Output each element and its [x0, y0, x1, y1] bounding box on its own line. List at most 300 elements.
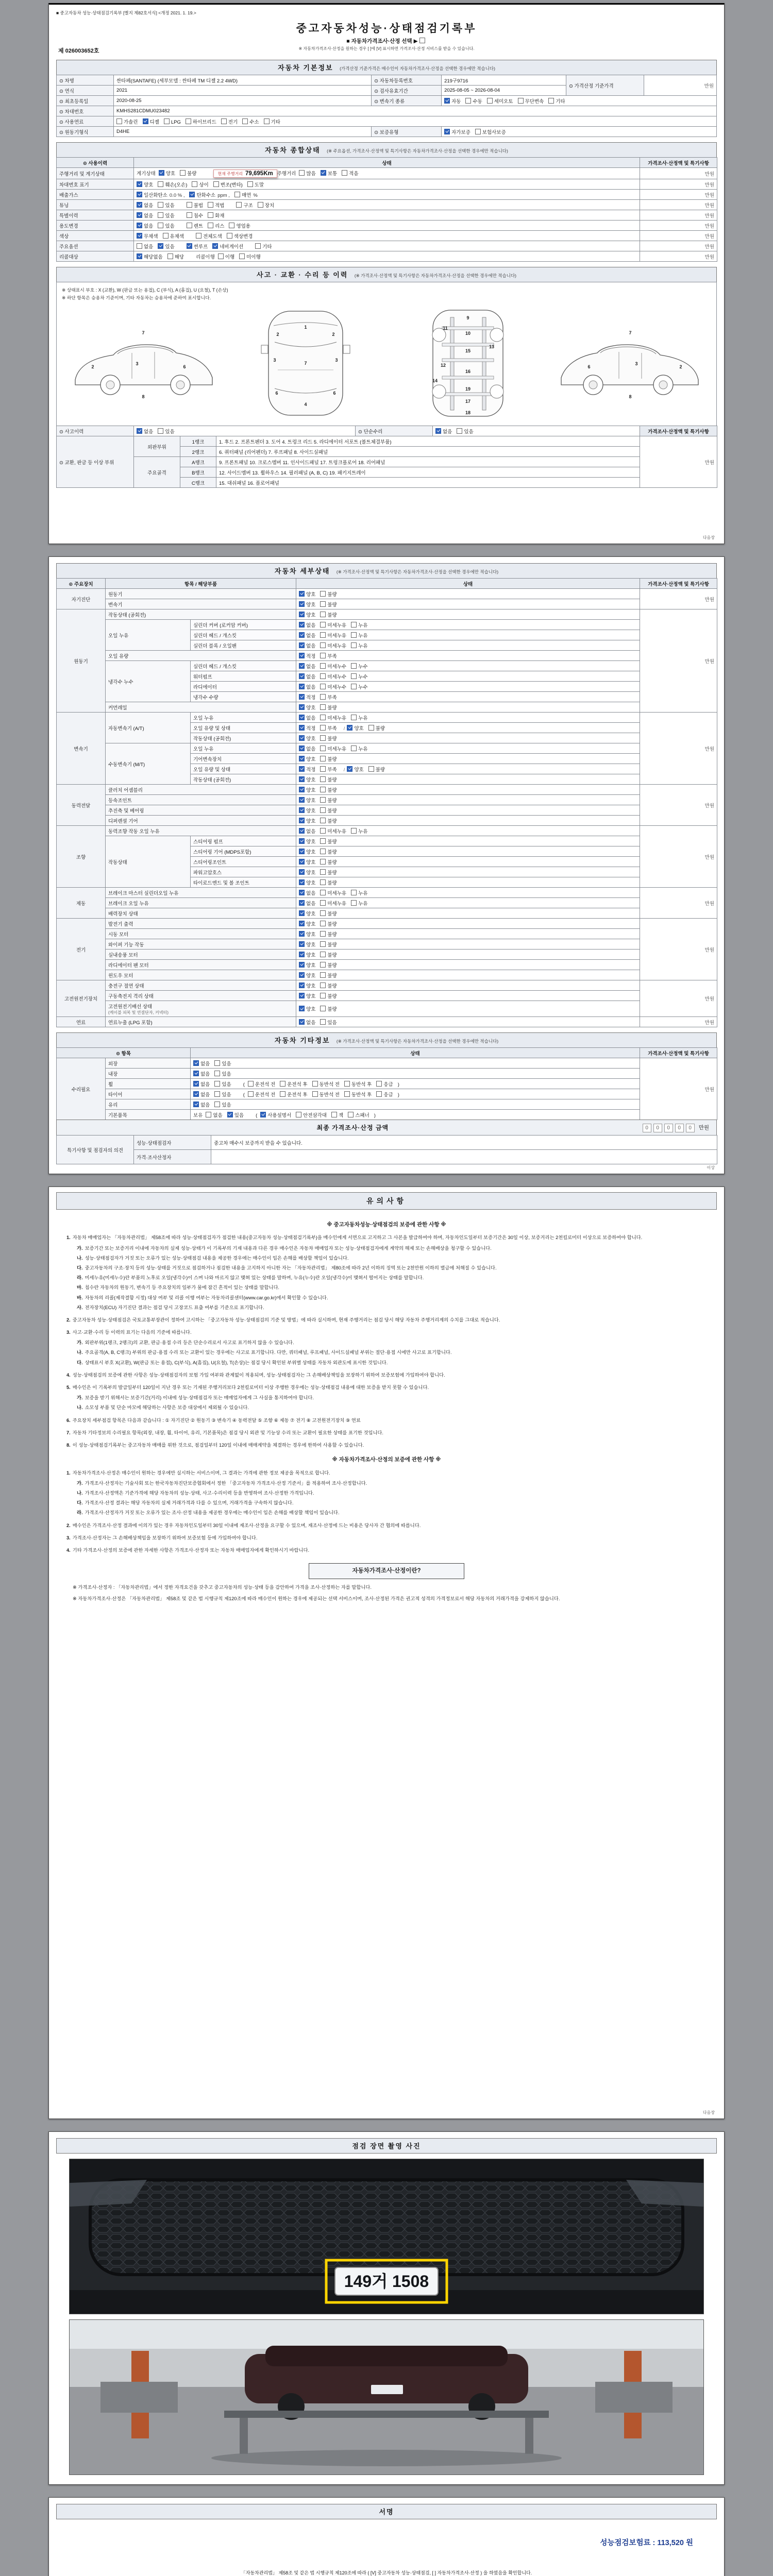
checkbox-checked [299, 725, 305, 731]
price-cell: 만원 [640, 190, 717, 200]
subitem-label: 작동상태 (공회전) [191, 733, 296, 743]
option-group [137, 255, 189, 260]
option-group [196, 234, 257, 240]
page-2 [48, 556, 725, 1174]
detail-row [57, 929, 717, 939]
checkbox-label: 없음 [144, 429, 154, 435]
checkbox-option [299, 860, 315, 866]
field-label: ⊙ 사용연료 [57, 116, 114, 127]
state-cell [134, 221, 640, 231]
checkbox-unchecked [320, 828, 326, 834]
subitem-label: 스티어링조인트 [191, 857, 296, 867]
checkbox-option [299, 613, 315, 618]
option-group [299, 922, 342, 927]
mileage-callout-label: 현재 주행거리 [217, 171, 243, 176]
checkbox-option [320, 623, 346, 629]
mileage-callout [213, 170, 277, 178]
column-header: 상태 [296, 579, 640, 589]
checkbox-checked [193, 1101, 199, 1107]
checkbox-option [137, 193, 184, 198]
notice-item-number: 1. [66, 1235, 71, 1241]
final-price-unit: 만원 [698, 1125, 709, 1131]
checkbox-label: 응급 [383, 1092, 393, 1098]
etc-info-table [56, 1047, 717, 1120]
item-label: 배력장치 상태 [106, 908, 296, 919]
checkbox-label: 불량 [375, 725, 385, 732]
checkbox-unchecked [351, 715, 357, 720]
price-cell: 만원 [640, 609, 717, 713]
checkbox-unchecked [234, 192, 240, 197]
checkbox-label: 양호 [306, 880, 316, 886]
checkbox-option [457, 429, 473, 435]
subitem-label: 실린더 헤드 / 개스킷 [191, 661, 296, 671]
checkbox-unchecked [376, 1081, 382, 1087]
option-group [137, 193, 262, 198]
checkbox-label: 없음 [144, 213, 154, 219]
checkbox-option [192, 182, 208, 188]
checkbox-unchecked [239, 253, 245, 259]
notice-subitem-number: 다. [77, 1500, 83, 1506]
checkbox-label: 운전석 전 [255, 1092, 276, 1098]
option-group [116, 120, 285, 125]
checkbox-option [320, 777, 337, 783]
checkbox-checked [347, 725, 352, 731]
checkbox-unchecked [348, 1112, 354, 1117]
checkbox-option [320, 850, 337, 855]
notice-item-text: 사고·교환·수리 등 이력의 표기는 다음의 기준에 따릅니다. [72, 1330, 192, 1335]
inspection-photo-front-grille [69, 2159, 704, 2314]
checkbox-option [159, 171, 175, 177]
checkbox-option [236, 203, 253, 209]
checkbox-unchecked [548, 98, 554, 104]
field-label: ⊙ 연식 [57, 86, 114, 96]
rank-items: 12. 사이드멤버 13. 휠하우스 14. 필러패널 (A, B, C) 19. 패키지트레이 [216, 467, 640, 478]
notice-title: 유의사항 [56, 1192, 717, 1210]
checkbox-checked [299, 900, 305, 906]
checkbox-checked [260, 1112, 266, 1117]
checkbox-label: 불량 [327, 973, 337, 979]
checkbox-option [229, 224, 250, 229]
checkbox-unchecked [320, 1006, 326, 1011]
checkbox-label: 불량 [327, 818, 337, 824]
price-cell: 만원 [640, 210, 717, 221]
simple-repair-label: ⊙ 단순수리 [356, 426, 433, 436]
checkbox-checked [212, 243, 218, 249]
price-cell: 만원 [640, 589, 717, 609]
checkbox-label: 없음 [306, 684, 316, 690]
checkbox-unchecked [196, 233, 201, 239]
checkbox-checked [299, 601, 305, 607]
option-group [137, 213, 179, 219]
state-cell [296, 589, 640, 599]
subitem-label: 작동상태 (공회전) [191, 774, 296, 785]
checkbox-option [320, 829, 346, 835]
checkbox-option [320, 788, 337, 793]
checkbox-label: 미세누유 [327, 633, 347, 639]
checkbox-label: 보통 [327, 171, 338, 177]
checkbox-label: 훼손(오손) [165, 182, 188, 188]
title-block [56, 18, 717, 55]
device-group-label: 전기 [57, 919, 106, 980]
opinion-text: 중고차 매수시 보증까지 받을 수 있습니다. [211, 1136, 717, 1150]
checkbox-checked [299, 694, 305, 700]
checkbox-checked [299, 972, 305, 978]
state-cell [296, 960, 640, 970]
notice-subitem-number: 라. [77, 1510, 83, 1516]
option-group [193, 1082, 236, 1088]
option-group [137, 171, 201, 177]
checkbox-option [299, 685, 315, 690]
section-note: (※ 가격조사·산정액 및 특기사항은 자동차가격조사·산정을 선택한 경우에만 적습니다) [354, 273, 516, 278]
device-group-label: 조향 [57, 826, 106, 888]
checkbox-label: 없음 [144, 202, 154, 209]
price-digit-box: 0 [675, 1124, 684, 1132]
damage-note-legend: ※ 하단 항목은 승용차 기준이며, 기타 자동차는 승용차에 준하여 표시합니다. [62, 295, 211, 300]
checkbox-option [299, 922, 315, 927]
checkbox-unchecked [255, 243, 261, 249]
checkbox-label: 무채색 [144, 233, 158, 240]
checkbox-checked [299, 745, 305, 751]
notice-item-number: 4. [66, 1372, 71, 1378]
checkbox-option [320, 901, 346, 907]
checkbox-label: 적음 [349, 171, 359, 177]
checkbox-option [320, 613, 337, 618]
checkbox-unchecked [320, 766, 326, 772]
insurance-fee-label: 성능점검보험료 : [600, 2539, 656, 2547]
checkbox-unchecked [320, 653, 326, 658]
checkbox-checked [321, 170, 326, 176]
checkbox-unchecked [320, 797, 326, 803]
field-label: ⊙ 차명 [57, 75, 114, 86]
item-label: 구동축전지 격리 상태 [106, 991, 296, 1001]
checkbox-option [320, 942, 337, 948]
checkbox-unchecked [351, 663, 357, 669]
checkbox-label: 양호 [306, 849, 316, 855]
checkbox-label: 양호 [306, 777, 316, 783]
notice-subitem [77, 1264, 707, 1273]
checkbox-checked [193, 1091, 199, 1097]
checkbox-option [247, 182, 264, 188]
checkbox-checked [347, 766, 352, 772]
car-diagram-view-1 [66, 317, 221, 410]
checkbox-option [137, 244, 153, 250]
checkbox-label: 불량 [327, 849, 337, 855]
checkbox-option [299, 901, 315, 907]
checkbox-label: 적법 [215, 202, 225, 209]
item-label: 클러치 어셈블리 [106, 785, 296, 795]
subitem-label: 스티어링 기어 (MDPS포함) [191, 846, 296, 857]
notice-item-text: 가격조사·산정자는 그 손해배상책임을 보장하기 위하여 보증보험 등에 가입하여야 합니다. [72, 1535, 258, 1540]
notice-subitem-text: 중고자동차의 구조·장치 등의 성능·상태를 거짓으로 점검하거나 점검한 내용을 고지하지 아니한 자는 「자동차관리법」 제80조에 따라 2년 이하의 징역 또는 2천만원 이하의 벌금에 처해질 수 있습니다. [85, 1265, 497, 1270]
table-row [57, 190, 717, 200]
measure-value: % [253, 192, 258, 198]
checkbox-option [320, 839, 337, 845]
state-cell [134, 179, 640, 190]
checkbox-label: 미세누유 [327, 715, 347, 721]
state-cell [296, 795, 640, 805]
detail-row [57, 589, 717, 599]
checkbox-option [242, 120, 259, 125]
panel-number-label: 3 [634, 361, 638, 366]
checkbox-option [158, 429, 174, 435]
etc-row [57, 1089, 717, 1099]
item-label: 휠 [106, 1079, 191, 1089]
item-label: 실내송풍 모터 [106, 950, 296, 960]
checkbox-label: 적정 [306, 653, 316, 659]
checkbox-unchecked [206, 1112, 211, 1117]
checkbox-label: 불량 [327, 591, 337, 598]
checkbox-option [164, 120, 181, 125]
option-group [299, 747, 372, 752]
checkbox-option [187, 244, 208, 250]
notice-subitem-text: 보증을 받기 위해서는 보증기간(거리) 이내에 성능·상태점검자 또는 매매업자에게 그 사실을 통지하여야 합니다. [85, 1395, 314, 1401]
checkbox-option [487, 99, 513, 105]
detail-row [57, 795, 717, 805]
checkbox-unchecked [344, 1081, 350, 1087]
checkbox-label: 불량 [327, 931, 337, 938]
checkbox-checked [137, 202, 142, 208]
item-label: 브레이크 오일 누유 [106, 898, 296, 908]
state-cell [296, 929, 640, 939]
checkbox-option [344, 1092, 372, 1098]
checkbox-unchecked [221, 118, 227, 124]
checkbox-option [348, 1113, 369, 1118]
notice-item [66, 1441, 707, 1450]
checkbox-option [299, 984, 315, 989]
checkbox-label: 없음 [200, 1092, 210, 1098]
notice-subitem-text: 외판부위(1랭크, 2랭크)의 교환, 판금·용접 수리 등은 단순수리로서 사고로 표기하지 않을 수 있습니다. [85, 1340, 294, 1346]
option-group [299, 767, 390, 773]
item-label: 시동 모터 [106, 929, 296, 939]
checkbox-option [320, 798, 337, 804]
state-cell [296, 661, 640, 671]
option-group [299, 808, 342, 814]
checkbox-option [180, 171, 196, 177]
subitem-label: 실린더 커버 (로커암 커버) [191, 620, 296, 630]
notice-item-number: 4. [66, 1547, 71, 1553]
row-label: 특별이력 [57, 210, 134, 221]
panel-number-label: 6 [275, 391, 278, 396]
section-accident-header [56, 267, 717, 282]
checkbox-label: 미세누유 [327, 643, 347, 649]
option-group [299, 870, 342, 876]
checkbox-option [444, 99, 461, 105]
checkbox-label: 양호 [306, 921, 316, 927]
notice-item [66, 1534, 707, 1543]
page-1 [48, 3, 725, 544]
state-cell [296, 805, 640, 816]
state-cell [296, 970, 640, 980]
subitem-label: 오일 누유 [191, 743, 296, 754]
checkbox-label: 많음 [306, 171, 316, 177]
checkbox-option [208, 224, 224, 229]
checkbox-option [320, 984, 337, 989]
checkbox-option [264, 120, 280, 125]
checkbox-option: / [343, 725, 345, 732]
checkbox-label: 누유 [358, 901, 368, 907]
option-group [299, 932, 342, 938]
checkbox-option [299, 643, 315, 649]
checkbox-label: 없음 [144, 223, 154, 229]
checkbox-label: 일산화탄소 [144, 192, 167, 198]
car-diagram-view-3 [391, 304, 545, 422]
checkbox-unchecked [180, 170, 186, 176]
checkbox-option [299, 674, 315, 680]
car-outline-svg [66, 317, 221, 410]
checkbox-checked [299, 1006, 305, 1011]
checkbox-option [320, 963, 337, 969]
row-label: 용도변경 [57, 221, 134, 231]
checkbox-unchecked [320, 921, 326, 926]
checkbox-option [299, 911, 315, 917]
section-note: (가격산정 기준가격은 매수인이 자동차가격조사·산정을 선택한 경우에만 적습니다) [340, 66, 495, 71]
rank-items: 1. 후드 2. 프론트펜더 3. 도어 4. 트렁크 리드 5. 라디에이터 서포트 (볼트체결부품) [216, 436, 640, 447]
item-label: 디퍼렌셜 기어 [106, 816, 296, 826]
checkbox-option [320, 932, 337, 938]
section-title: 자동차 종합상태 [265, 146, 321, 154]
checkbox-label: 없음 [306, 643, 316, 649]
item-label: 타이어 [106, 1089, 191, 1099]
checkbox-unchecked [280, 1081, 285, 1087]
checkbox-label: 불량 [187, 171, 197, 177]
panel-number-label: 2 [679, 364, 682, 369]
checkbox-label: 적정 [306, 767, 316, 773]
option-group [299, 643, 372, 649]
subitem-label: 실린더 헤드 / 개스킷 [191, 630, 296, 640]
detail-row [57, 702, 717, 713]
price-cell: 만원 [640, 200, 717, 210]
checkbox-option [320, 1007, 337, 1012]
price-digit-box: 0 [686, 1124, 695, 1132]
checkbox-label: 양호 [306, 859, 316, 866]
extra-option-group: ( 운전석 전 운전석 후 동반석 전 동반석 후 응급 ) [243, 1081, 399, 1088]
checkbox-option [193, 1072, 210, 1077]
checkbox-option [214, 1092, 231, 1098]
checkbox-option [299, 953, 315, 958]
checkbox-option [299, 716, 315, 721]
checkbox-label: 없음 [306, 890, 316, 896]
option-group [187, 224, 255, 229]
option-group [299, 705, 342, 711]
checkbox-checked [299, 879, 305, 885]
checkbox-unchecked [376, 1091, 382, 1097]
accident-history-label: ⊙ 사고이력 [57, 426, 134, 436]
checkbox-label: 없음 [443, 429, 452, 435]
column-header: ⊙ 주요장치 [57, 579, 106, 589]
price-cell: 만원 [640, 221, 717, 231]
option-group [193, 1072, 236, 1077]
checkbox-label: 양호 [354, 767, 364, 773]
page-footer: 이상 [707, 1165, 715, 1170]
subitem-label: 오일 유량 및 상태 [191, 723, 296, 733]
inspector-opinion-table [56, 1135, 717, 1164]
checkbox-unchecked [248, 1091, 254, 1097]
item-label: 외장 [106, 1058, 191, 1069]
checkbox-option [239, 255, 261, 260]
notice-subitem [77, 1283, 707, 1292]
checkbox-label: 있음 [234, 1112, 244, 1118]
checkbox-option [351, 891, 367, 896]
detail-row [57, 816, 717, 826]
field-value: KMHS281CDMU023482 [114, 106, 717, 116]
checkbox-option [137, 213, 153, 219]
checkbox-unchecked [192, 181, 197, 187]
checkbox-option [187, 203, 203, 209]
checkbox-checked [299, 622, 305, 628]
state-cell [296, 898, 640, 908]
checkbox-unchecked [158, 202, 163, 208]
checkbox-option [143, 120, 159, 125]
checkbox-option [299, 963, 315, 969]
price-digit-box: 0 [664, 1124, 673, 1132]
state-cell [296, 764, 640, 774]
state-cell [191, 1079, 640, 1089]
checkbox-option [158, 224, 174, 229]
option-group [236, 203, 279, 209]
option-group [299, 654, 342, 659]
price-cell: 만원 [640, 241, 717, 251]
notice-subitem-text: 성능·상태점검자가 거짓 또는 오류가 있는 성능·상태점검 내용을 제공한 경우에는 매수인이 입은 손해를 배상할 책임이 있습니다. [85, 1255, 349, 1261]
checkbox-option [299, 850, 315, 855]
checkbox-unchecked [320, 879, 326, 885]
page-5 [48, 2497, 725, 2576]
option-group [299, 860, 342, 866]
section-overall-header [56, 142, 717, 158]
checkbox-option [320, 726, 337, 732]
checkbox-checked [299, 704, 305, 710]
checkbox-option [331, 1113, 343, 1118]
checkbox-unchecked [320, 1019, 326, 1025]
checkbox-checked [299, 663, 305, 669]
checkbox-option [137, 429, 153, 435]
checkbox-option [208, 203, 224, 209]
state-cell [191, 1058, 640, 1069]
checkbox-label: 있음 [222, 1071, 231, 1077]
checkbox-option [351, 747, 367, 752]
etc-row [57, 1069, 717, 1079]
checkbox-label: 불량 [327, 880, 337, 886]
subitem-label: 워터펌프 [191, 671, 296, 682]
checkbox-label: 있음 [222, 1102, 231, 1108]
checkbox-option [299, 942, 315, 948]
checkbox-checked [299, 653, 305, 658]
subitem-label: 기어변속장치 [191, 754, 296, 764]
item-label: 작동상태 (공회전) [106, 609, 296, 620]
option-group [193, 1061, 236, 1067]
panel-category-label: 외판부위 [134, 436, 180, 457]
checkbox-unchecked [518, 98, 524, 104]
state-cell [134, 251, 640, 262]
section-note: (※ 가격조사·산정액 및 특기사항은 자동차가격조사·산정을 선택한 경우에만 적습니다) [336, 569, 499, 574]
page-3 [48, 1187, 725, 2119]
checkbox-checked [299, 715, 305, 720]
state-cell [296, 692, 640, 702]
price-cell: 만원 [640, 888, 717, 919]
final-price-label: 최종 가격조사·산정 금액 [316, 1124, 389, 1131]
checkbox-label: 불량 [375, 767, 385, 773]
option-group [299, 984, 342, 989]
column-header: 상태 [134, 158, 640, 168]
option-group [299, 716, 372, 721]
detail-row [57, 651, 717, 661]
checkbox-option [320, 953, 337, 958]
checkbox-option [320, 685, 346, 690]
checkbox-unchecked [236, 202, 242, 208]
notice-subitem [77, 1394, 707, 1402]
detail-row [57, 713, 717, 723]
checkbox-option [342, 171, 358, 177]
checkbox-option [299, 880, 315, 886]
